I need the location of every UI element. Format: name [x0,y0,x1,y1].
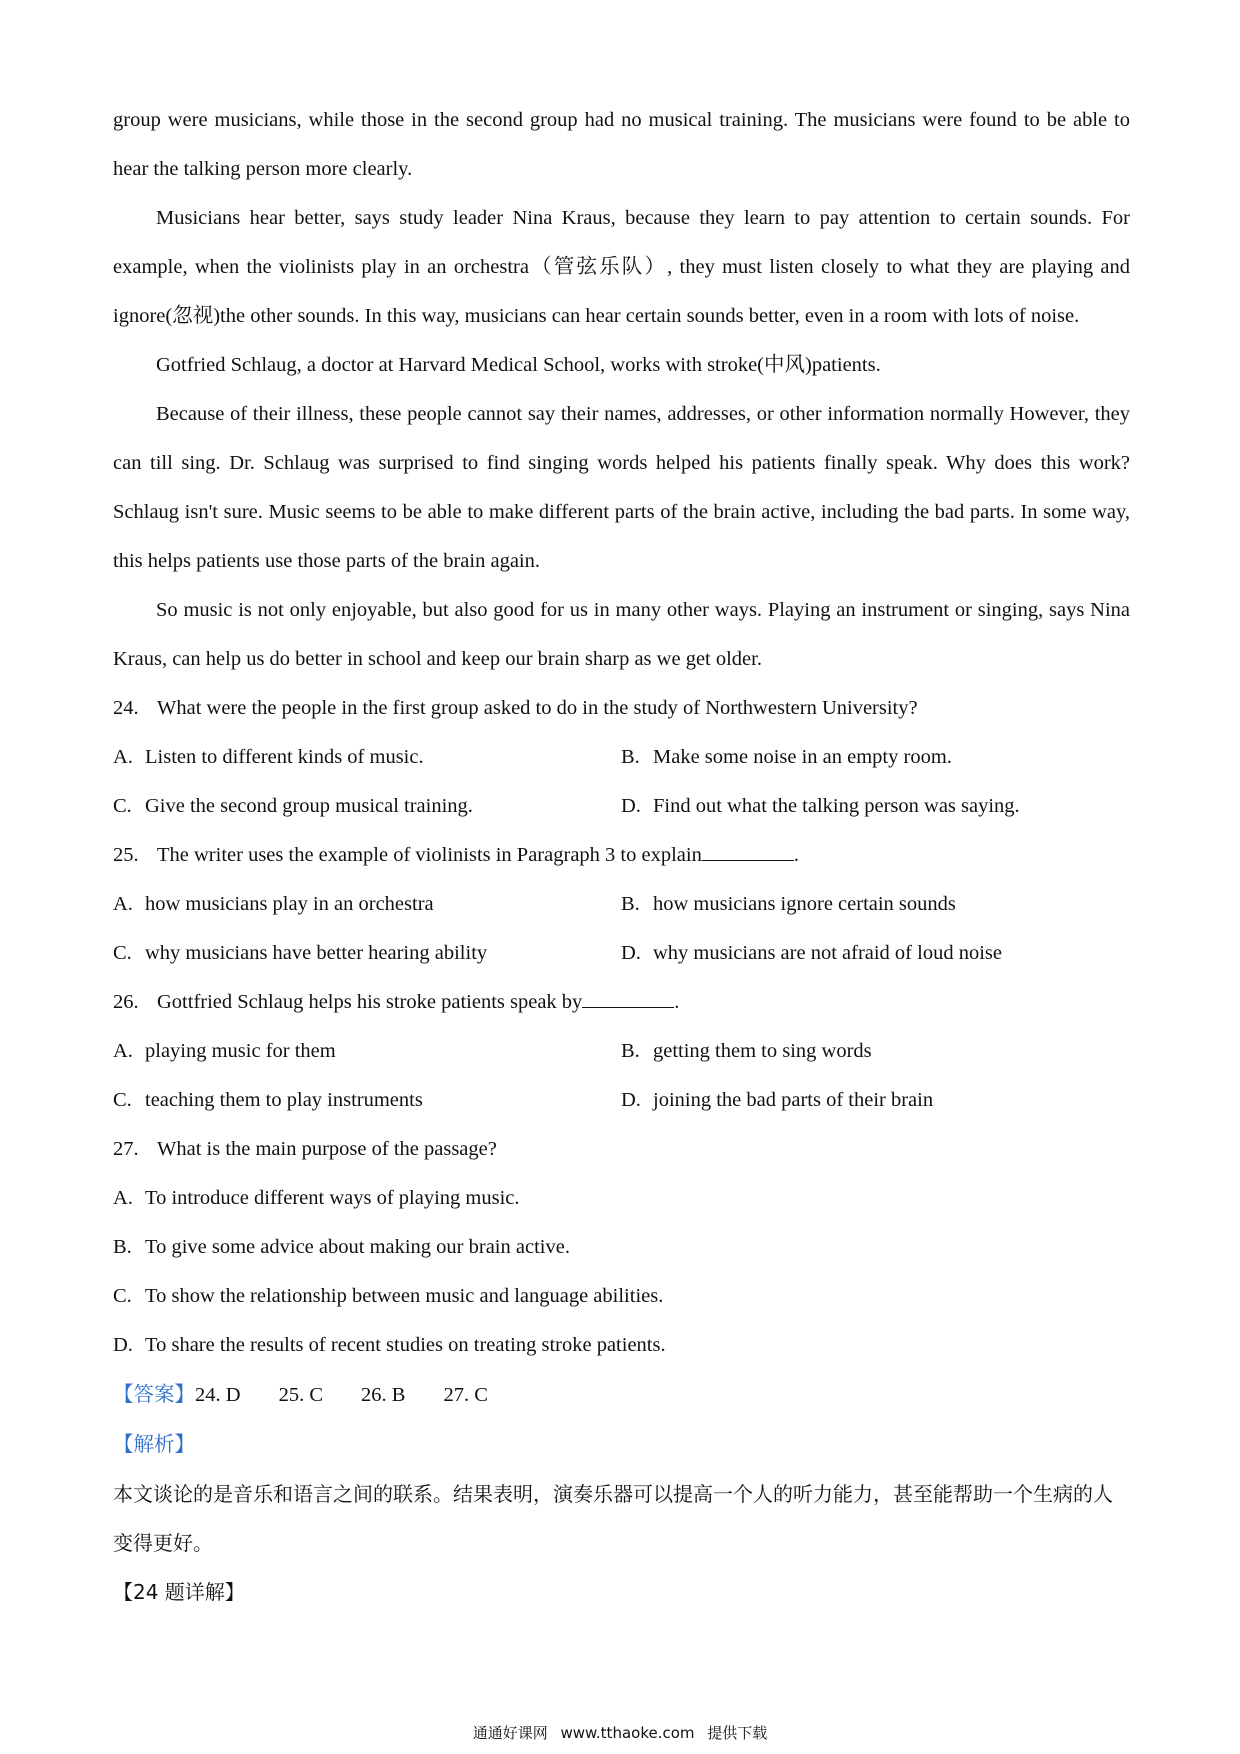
passage-paragraph-2: Musicians hear better, says study leader Nina Kraus, because they learn to pay attention to certain sounds. For example, when the violinists play in an orchestra（管弦乐队）, they must listen closely to what they are playing and ignore(忽视)the other sounds. In this way, musicians can hear certain sounds better, even in a room with lots of noise. [113,207,1130,327]
analysis-text: 本文谈论的是音乐和语言之间的联系。结果表明，演奏乐器可以提高一个人的听力能力，甚至能帮助一个生病的人变得更好。 [113,1482,1113,1555]
question-number: 24. [113,697,139,719]
passage-paragraph-1: group were musicians, while those in the second group had no musical training. The musicians were found to be able to hear the talking person more clearly. [113,109,1130,180]
option-text: playing music for them [145,1040,336,1062]
answer-blank [702,842,794,861]
answer-key [113,1370,1130,1420]
options-row [113,1272,1130,1321]
option-25-c [113,929,621,978]
analysis-heading [113,1420,1130,1470]
options-row [113,733,1130,782]
options-row [113,929,1130,978]
answer-blank [582,989,674,1008]
passage-paragraph-4: Because of their illness, these people cannot say their names, addresses, or other information normally However, they can till sing. Dr. Schlaug was surprised to find singing words helped his patients finally speak. Why does this work? Schlaug isn't sure. Music seems to be able to make different parts of the brain active, including the bad parts. In some way, this helps patients use those parts of the brain again. [113,403,1130,572]
option-24-c [113,782,621,831]
option-letter: A. [113,1187,133,1209]
option-letter: A. [113,746,133,768]
passage-paragraph-5: So music is not only enjoyable, but also good for us in many other ways. Playing an instrument or singing, says Nina Kraus, can help us do better in school and keep our brain sharp as we get older. [113,599,1130,670]
option-26-a [113,1027,621,1076]
options-row [113,880,1130,929]
option-text: To share the results of recent studies on treating stroke patients. [145,1334,666,1356]
option-text: Make some noise in an empty room. [653,746,952,768]
question-text: What is the main purpose of the passage? [157,1138,497,1160]
option-text: Listen to different kinds of music. [145,746,424,768]
question-text: The writer uses the example of violinists in Paragraph 3 to explain [157,844,702,866]
options-row [113,1076,1130,1125]
option-text: Give the second group musical training. [145,795,473,817]
options-row [113,1321,1130,1370]
question-26: 26. Gottfried Schlaug helps his stroke patients speak by . [113,978,1130,1027]
option-text: getting them to sing words [653,1040,872,1062]
footer-url[interactable]: www.tthaoke.com [560,1724,695,1742]
detail-heading [113,1568,1130,1618]
question-number: 27. [113,1138,139,1160]
option-27-d [113,1321,666,1370]
option-text: how musicians ignore certain sounds [653,893,956,915]
answer-label: 【答案】 [113,1382,195,1406]
question-25: 25. The writer uses the example of violinists in Paragraph 3 to explain . [113,831,1130,880]
options-row [113,1027,1130,1076]
question-number: 26. [113,991,139,1013]
options-row [113,782,1130,831]
page-content [113,96,1130,1618]
question-number: 25. [113,844,139,866]
option-text: teaching them to play instruments [145,1089,423,1111]
option-text: how musicians play in an orchestra [145,893,434,915]
question-27 [113,1125,1130,1174]
option-text: To give some advice about making our brain active. [145,1236,570,1258]
footer-site-name: 通通好课网 [472,1724,548,1742]
page-footer [0,1722,1240,1743]
option-text: To introduce different ways of playing music. [145,1187,520,1209]
option-text: why musicians are not afraid of loud noise [653,942,1002,964]
option-letter: B. [621,1040,640,1062]
option-letter: D. [113,1334,133,1356]
option-26-d [621,1076,933,1125]
option-letter: C. [113,1285,132,1307]
passage-paragraph-3: Gotfried Schlaug, a doctor at Harvard Medical School, works with stroke(中风)patients. [156,354,881,376]
option-27-b [113,1223,570,1272]
option-text: joining the bad parts of their brain [653,1089,934,1111]
answer-item: 26. B [361,1384,406,1406]
option-letter: C. [113,942,132,964]
option-letter: D. [621,1089,641,1111]
detail-label: 【24 题详解】 [113,1580,245,1604]
option-25-b [621,880,956,929]
footer-note: 提供下载 [707,1724,768,1742]
option-text: why musicians have better hearing ability [145,942,488,964]
options-row [113,1223,1130,1272]
option-letter: C. [113,795,132,817]
option-letter: B. [621,746,640,768]
option-26-c [113,1076,621,1125]
answer-item: 24. D [195,1384,241,1406]
option-letter: D. [621,942,641,964]
option-text: To show the relationship between music and language abilities. [145,1285,664,1307]
question-text: What were the people in the first group asked to do in the study of Northwestern University? [157,697,918,719]
question-24 [113,684,1130,733]
option-letter: D. [621,795,641,817]
options-row [113,1174,1130,1223]
question-text: Gottfried Schlaug helps his stroke patients speak by [157,991,583,1013]
analysis-label: 【解析】 [113,1432,195,1456]
option-25-d [621,929,1002,978]
answer-item: 27. C [443,1384,488,1406]
option-24-b [621,733,952,782]
option-26-b [621,1027,872,1076]
option-letter: C. [113,1089,132,1111]
option-letter: B. [113,1236,132,1258]
answer-item: 25. C [278,1384,323,1406]
option-letter: A. [113,893,133,915]
option-letter: A. [113,1040,133,1062]
option-24-d [621,782,1020,831]
option-text: Find out what the talking person was saying. [653,795,1020,817]
option-25-a [113,880,621,929]
option-letter: B. [621,893,640,915]
option-27-a [113,1174,520,1223]
option-24-a [113,733,621,782]
option-27-c [113,1272,663,1321]
